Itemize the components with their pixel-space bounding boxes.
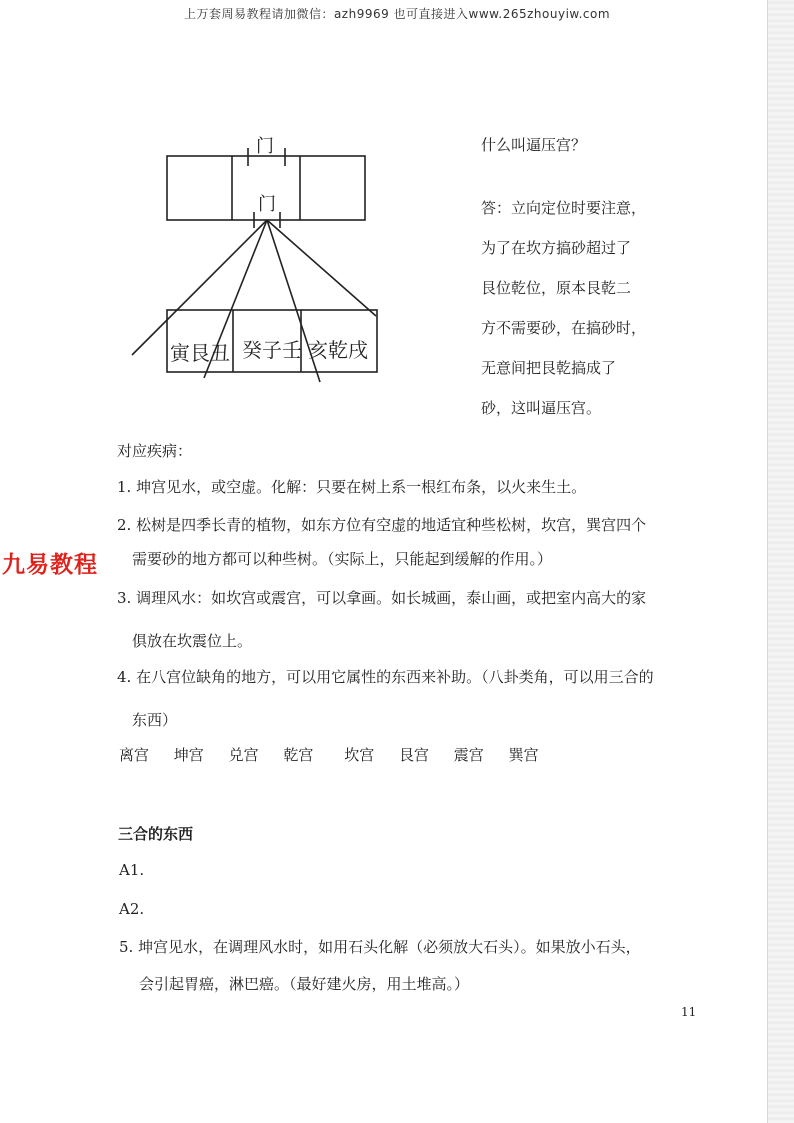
triad-line: A1.	[119, 861, 145, 879]
bottom-cell-left: 寅艮丑	[170, 341, 230, 365]
palace-item: 巽宫	[508, 746, 539, 764]
palace-item: 坎宫	[344, 746, 375, 764]
qa-answer-line: 艮位乾位，原本艮乾二	[481, 279, 632, 297]
page-edge-line	[767, 0, 768, 1123]
header-note: 上万套周易教程请加微信：azh9969 也可直接进入www.265zhouyiw.com	[183, 7, 611, 21]
triad-line: 5. 坤宫见水，在调理风水时，如用石头化解（必须放大石头）。如果放小石头，	[119, 938, 641, 956]
palace-item: 乾宫	[283, 746, 314, 764]
remedy-line: 4. 在八宫位缺角的地方，可以用它属性的东西来补助。（八卦类角，可以用三合的	[117, 668, 654, 686]
palace-item: 坤宫	[173, 746, 204, 764]
qa-answer-line: 砂，这叫逼压宫。	[481, 399, 602, 417]
palace-list	[119, 744, 559, 765]
qa-answer-line: 无意间把艮乾搞成了	[481, 359, 617, 377]
qa-answer-line: 答：立向定位时要注意，	[481, 199, 647, 217]
palace-item: 震宫	[453, 746, 484, 764]
bottom-cell-middle: 癸子壬	[242, 338, 302, 362]
page-edge-shadow	[768, 0, 794, 1123]
palace-item: 离宫	[119, 746, 150, 764]
triad-line: 会引起胃癌，淋巴癌。（最好建火房，用土堆高。）	[139, 975, 470, 993]
palace-item: 兑宫	[228, 746, 259, 764]
compass-diagram	[120, 120, 410, 390]
qa-answer-line: 为了在坎方搞砂超过了	[481, 239, 632, 257]
page-number: 11	[681, 1005, 697, 1019]
qa-block	[481, 130, 671, 428]
remedy-line: 东西）	[132, 711, 178, 729]
bottom-cell-right: 亥乾戌	[308, 338, 368, 362]
remedies-heading: 对应疾病：	[117, 442, 193, 460]
remedy-line: 3. 调理风水：如坎宫或震宫，可以拿画。如长城画，泰山画，或把室内高大的家	[117, 589, 647, 607]
section-title: 三合的东西	[118, 825, 194, 843]
qa-question: 什么叫逼压宫？	[481, 136, 587, 154]
qa-answer	[481, 188, 671, 428]
remedy-line: 俱放在坎震位上。	[132, 632, 253, 650]
door-top-label: 门	[256, 136, 274, 157]
qa-answer-line: 方不需要砂，在搞砂时，	[481, 319, 647, 337]
triad-line: A2.	[119, 900, 145, 918]
remedy-line: 1. 坤宫见水，或空虚。化解：只要在树上系一根红布条，以火来生土。	[117, 478, 587, 496]
remedy-line: 需要砂的地方都可以种些树。（实际上，只能起到缓解的作用。）	[132, 550, 553, 568]
sight-line-1	[132, 220, 267, 355]
remedy-line: 2. 松树是四季长青的植物，如东方位有空虚的地适宜种些松树，坎宫，巽宫四个	[117, 516, 647, 534]
palace-item: 艮宫	[398, 746, 429, 764]
door-middle-label: 门	[258, 194, 276, 215]
watermark: 九易教程	[2, 552, 98, 578]
